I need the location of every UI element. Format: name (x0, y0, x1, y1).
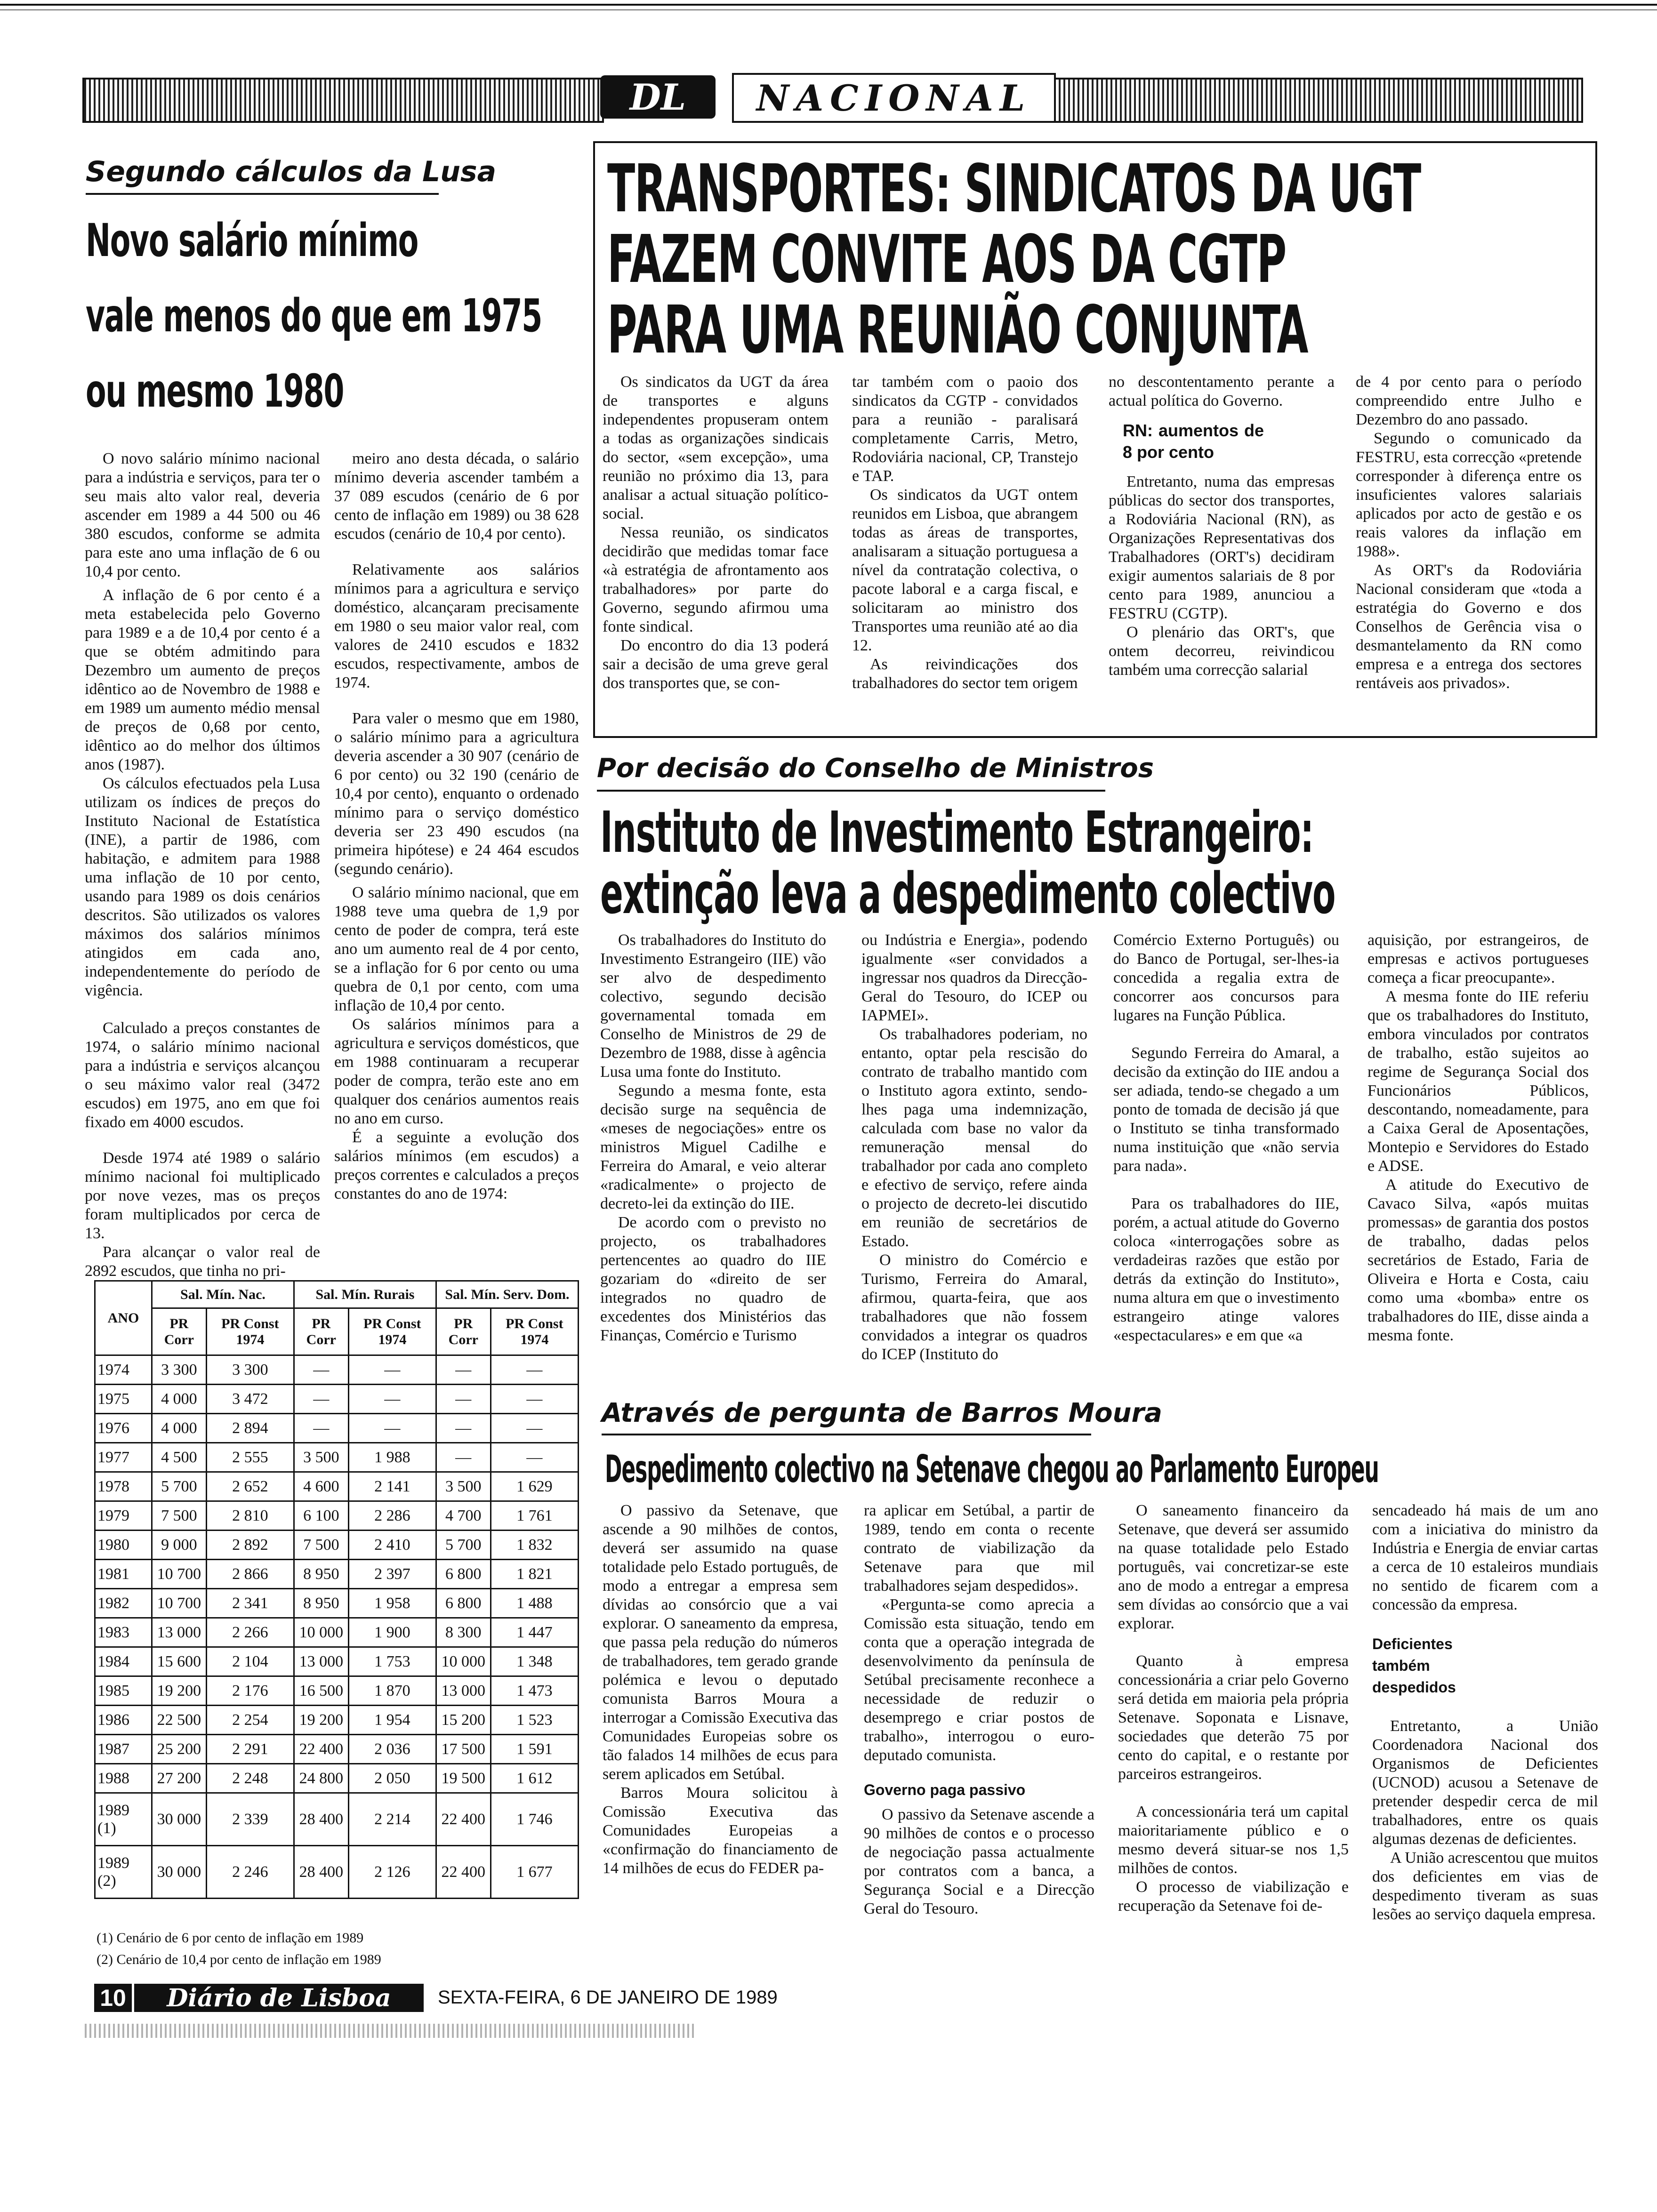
table-cell: 4 700 (436, 1501, 491, 1531)
table-cell: 2 291 (206, 1735, 294, 1764)
table-cell: 1 591 (491, 1735, 578, 1764)
table-cell: 19 200 (294, 1706, 348, 1735)
article2-col2: tar também com o paoio dos sindicatos da CGTP - convidados para a reunião - paralisará completamente Carris, Metro, Rodoviária nacional, CP, Transtejo e TAP. Os sindicatos da UGT ontem reunidos em Lisboa, que abrangem todas as áreas de transportes, analisaram a situação portuguesa a nível da contratação colectiva, o pacote laboral e a carga fiscal, e solicitaram ao ministro dos Transportes uma reunião até ao dia 12. As reivindicações dos trabalhadores do sector tem origem (852, 373, 1078, 692)
table-cell: 2 248 (206, 1764, 294, 1793)
table-cell: 4 500 (152, 1443, 206, 1472)
article2-headline: TRANSPORTES: SINDICATOS DA UGT FAZEM CONVITE AOS DA CGTP PARA UMA REUNIÃO CONJUNTA (607, 151, 1421, 369)
table-cell: 1 488 (491, 1589, 578, 1618)
table-cell-year: 1987 (95, 1735, 152, 1764)
table-cell: 4 600 (294, 1472, 348, 1501)
table-row (95, 1560, 579, 1589)
table-cell: 1 746 (491, 1793, 578, 1846)
table-header-year: ANO (95, 1281, 152, 1355)
article3-col3: Comércio Externo Português) ou do Banco de Portugal, ser-lhes-ia concedida a regalia extra de concorrer aos concursos para lugares na Função Pública. Segundo Ferreira do Amaral, a decisão da extinção do IIE andou a ser adiada, tendo-se chegado a um ponto de tomada de decisão já que o Instituto se tinha transformado numa instituição que «não servia para nada». Para os trabalhadores do IIE, porém, a actual atitude do Governo coloca «interrogações sobre as verdadeiras razões que estão por detrás da extinção do Instituto», numa altura em que o investimento estrangeiro atinge valores «espectaculares» e em que «a (1113, 931, 1339, 1344)
table-cell: 17 500 (436, 1735, 491, 1764)
table-cell: 1 753 (348, 1647, 436, 1676)
table-cell: 2 555 (206, 1443, 294, 1472)
table-cell-year: 1983 (95, 1618, 152, 1647)
section-logo: DL (600, 75, 716, 119)
table-cell: 1 821 (491, 1560, 578, 1589)
table-row (95, 1846, 579, 1899)
table-cell: 30 000 (152, 1793, 206, 1846)
table-cell: 28 400 (294, 1846, 348, 1899)
table-cell: 24 800 (294, 1764, 348, 1793)
table-cell: — (348, 1355, 436, 1385)
table-cell-year: 1989 (2) (95, 1846, 152, 1899)
table-cell: 8 950 (294, 1589, 348, 1618)
table-cell: — (491, 1443, 578, 1472)
table-cell: 2 286 (348, 1501, 436, 1531)
article3-col4: aquisição, por estrangeiros, de empresas e activos portugueses começa a ficar preocupante». A mesma fonte do IIE referiu que os trabalhadores do Instituto, embora vinculados por contratos de trabalho, estão sujeitos ao regime de Segurança Social dos Funcionários Públicos, descontando, nomeadamente, para a Caixa Geral de Aposentações, Montepio e Servidores do Estado e ADSE. A atitude do Executivo de Cavaco Silva, «após muitas promessas» de garantia dos postos de trabalho, dadas pelos secretários de Estado, Faria de Oliveira e Horta e Costa, caiu como uma «bomba» entre os trabalhadores do IIE, disse ainda a mesma fonte. (1367, 931, 1589, 1344)
table-cell: 1 832 (491, 1531, 578, 1560)
table-cell: 19 500 (436, 1764, 491, 1793)
table-cell-year: 1985 (95, 1676, 152, 1706)
table-row (95, 1618, 579, 1647)
article2-col3: no descontentamento perante a actual política do Governo. RN: aumentos de 8 por cento Entretanto, numa das empresas públicas do sector dos transportes, a Rodoviária Nacional (RN), as Organizações Representativas dos Trabalhadores (ORT's) decidiram exigir aumentos salariais de 8 por cento para 1989, anunciou a FESTRU (CGTP). O plenário das ORT's, que ontem decorreu, reivindicou também uma correcção salarial (1109, 373, 1335, 679)
table-header-group: Sal. Mín. Serv. Dom. (436, 1281, 578, 1308)
article4-col1: O passivo da Setenave, que ascende a 90 milhões de contos, deverá ser assumido na quase totalidade pelo Estado português, de modo a entregar a empresa sem dívidas ao consórcio que a vai explorar. O saneamento da empresa, que passa pela redução do números de trabalhadores, tem gerado grande polémica e levou o deputado comunista Barros Moura a interrogar a Comissão Executiva das Comunidades Europeias sobre os tão falados 14 milhões de ecus para serem aplicados em Setúbal. Barros Moura solicitou à Comissão Executiva das Comunidades Europeias a «confirmação do financiamento de 14 milhões de ecus do FEDER pa- (603, 1502, 838, 1877)
table-row (95, 1764, 579, 1793)
table-cell-year: 1988 (95, 1764, 152, 1793)
table-cell: 22 400 (436, 1793, 491, 1846)
article2-col1: Os sindicatos da UGT da área de transportes e alguns independentes propuseram ontem a todas as organizações sindicais do sector, «sem excepção», uma reunião no próximo dia 13, para analisar a actual situação político-social. Nessa reunião, os sindicatos decidirão que medidas tomar face «à estratégia de afrontamento aos trabalhadores» por parte do Governo, segundo afirmou uma fonte sindical. Do encontro do dia 13 poderá sair a decisão de uma greve geral dos transportes que, se con- (603, 373, 828, 692)
article2-subhead: RN: aumentos de 8 por cento (1123, 421, 1264, 462)
table-cell: 6 800 (436, 1589, 491, 1618)
article1-headline: Novo salário mínimo vale menos do que em 1975 ou mesmo 1980 (86, 214, 542, 417)
table-cell: 1 958 (348, 1589, 436, 1618)
table-cell: — (436, 1443, 491, 1472)
table-notes: (1) Cenário de 6 por cento de inflação em 1989 (2) Cenário de 10,4 por cento de inflação em 1989 (97, 1930, 381, 1967)
table-cell: 8 950 (294, 1560, 348, 1589)
article2-col4: de 4 por cento para o período compreendido entre Julho e Dezembro do ano passado. Segundo o comunicado da FESTRU, esta correcção «pretende corresponder à diferença entre os insuficientes valores salariais aplicados por acto de gestão e os reais valores da inflação em 1988». As ORT's da Rodoviária Nacional consideram que «toda a estratégia do Governo e dos Conselhos de Gerência visa o desmantelamento da RN como empresa e a entrega dos sectores rentáveis aos privados». (1356, 373, 1582, 692)
table-header-group: Sal. Mín. Nac. (152, 1281, 294, 1308)
table-cell: 2 894 (206, 1414, 294, 1443)
table-cell: 2 214 (348, 1793, 436, 1846)
article1-col2: meiro ano desta década, o salário mínimo deveria ascender também a 37 089 escudos (cenário de 6 por cento de inflação em 1989) ou 38 628 escudos (cenário de 10,4 por cento). Relativamente aos salários mínimos para a agricultura e serviço doméstico, alcançaram precisamente em 1980 o seu maior valor real, com valores de 2410 escudos e 1832 escudos, respectivamente, ambos de 1974. Para valer o mesmo que em 1980, o salário mínimo para a agricultura deveria ascender a 30 907 (cenário de 6 por cento) ou 32 190 (cenário de 10,4 por cento), enquanto o ordenado mínimo para o serviço doméstico deveria ser 23 490 escudos (na primeira hipótese) e 24 464 escudos (segundo cenário). O salário mínimo nacional, que em 1988 teve uma quebra de 1,9 por cento de poder de compra, terá este ano um aumento real de 4 por cento, se a inflação for 6 por cento ou uma quebra de 0,1 por cento, com uma inflação de 10,4 por cento. Os salários mínimos para a agricultura e serviços domésticos, que em 1988 continuaram a recuperar poder de compra, terão este ano em qualquer dos cenários aumentos reais no ano em curso. É a seguinte a evolução dos salários mínimos (em escudos) a preços correntes e calculados a preços constantes do ano de 1974: (334, 450, 579, 1202)
table-cell: 13 000 (152, 1618, 206, 1647)
table-cell: 22 400 (294, 1735, 348, 1764)
table-cell: 2 036 (348, 1735, 436, 1764)
table-cell-year: 1976 (95, 1414, 152, 1443)
table-cell: 2 104 (206, 1647, 294, 1676)
table-cell: 1 900 (348, 1618, 436, 1647)
table-cell: 10 000 (294, 1618, 348, 1647)
table-cell: 3 500 (294, 1443, 348, 1472)
table-cell: 9 000 (152, 1531, 206, 1560)
table-row (95, 1793, 579, 1846)
table-row (95, 1531, 579, 1560)
table-cell: — (294, 1355, 348, 1385)
table-cell: 3 300 (206, 1355, 294, 1385)
page-number: 10 (94, 1984, 132, 2012)
table-row (95, 1647, 579, 1676)
table-cell: 10 700 (152, 1560, 206, 1589)
table-cell: — (348, 1414, 436, 1443)
table-cell: — (491, 1355, 578, 1385)
table-cell: — (491, 1385, 578, 1414)
table-cell: 4 000 (152, 1414, 206, 1443)
table-cell: 1 870 (348, 1676, 436, 1706)
article4-col3: O saneamento financeiro da Setenave, que deverá ser assumido na quase totalidade pelo Estado português, vai concretizar-se este ano de modo a entregar a empresa sem dívidas ao consórcio que a vai explorar. Quanto à empresa concessionária a criar pelo Governo será detida em maioria pela própria Setenave. Soponata e Lisnave, sociedades que deterão 75 por cento do capital, e o restante por parceiros estrangeiros. A concessionária terá um capital maioritariamente público e o mesmo deverá situar-se nos 1,5 milhões de contos. O processo de viabilização e recuperação da Setenave foi de- (1118, 1502, 1349, 1915)
table-cell-year: 1979 (95, 1501, 152, 1531)
table-cell: 6 100 (294, 1501, 348, 1531)
table-cell: 7 500 (294, 1531, 348, 1560)
article3-col2: ou Indústria e Energia», podendo igualmente «ser convidados a ingressar nos quadros da Direcção-Geral do Tesouro, do ICEP ou IAPMEI». Os trabalhadores poderiam, no entanto, optar pela rescisão do contrato de trabalho mantido com o Instituto agora extinto, sendo-lhes paga uma indemnização, calculada com base no valor da remuneração mensal do trabalhador por cada ano completo e efectivo de serviço, refere ainda o projecto de decreto-lei discutido em reunião de secretários de Estado. O ministro do Comércio e Turismo, Ferreira do Amaral, afirmou, quarta-feira, que aos trabalhadores que não fossem convidados a integrar os quadros do ICEP (Instituto do (861, 931, 1087, 1363)
table-cell: 8 300 (436, 1618, 491, 1647)
article4-kicker: Através de pergunta de Barros Moura (602, 1398, 1162, 1428)
article4-headline: Despedimento colectivo na Setenave chegou ao Parlamento Europeu (605, 1447, 1379, 1491)
table-row (95, 1501, 579, 1531)
table-cell: 1 954 (348, 1706, 436, 1735)
table-cell-year: 1978 (95, 1472, 152, 1501)
table-row (95, 1676, 579, 1706)
table-cell: 15 600 (152, 1647, 206, 1676)
table-cell: 2 266 (206, 1618, 294, 1647)
table-cell: 2 339 (206, 1793, 294, 1846)
table-cell-year: 1989 (1) (95, 1793, 152, 1846)
table-cell: 7 500 (152, 1501, 206, 1531)
table-cell: 6 800 (436, 1560, 491, 1589)
article4-col4: sencadeado há mais de um ano com a iniciativa do ministro da Indústria e Energia de enviar cartas a cerca de 10 estaleiros mundiais no sentido de ficarem com a concessão da empresa. Deficientes também despedidos Entretanto, a União Coordenadora Nacional dos Organismos de Deficientes (UCNOD) acusou a Setenave de pretender despedir cerca de mil trabalhadores, entre os quais algumas dezenas de deficientes. A União acrescentou que muitos dos deficientes em vias de despedimento tiveram as suas lesões ao serviço daquela empresa. (1372, 1502, 1598, 1923)
table-cell-year: 1975 (95, 1385, 152, 1414)
table-cell: 3 472 (206, 1385, 294, 1414)
table-cell: 13 000 (294, 1647, 348, 1676)
issue-date: SEXTA-FEIRA, 6 DE JANEIRO DE 1989 (438, 1987, 778, 2008)
table-cell: — (436, 1355, 491, 1385)
table-cell: 2 254 (206, 1706, 294, 1735)
salary-table: ANO Sal. Mín. Nac. Sal. Mín. Rurais Sal. Mín. Serv. Dom. PR Corr PR Const 1974 PR Corr PR Const 1974 PR Corr PR Const 1974 1974 3 300 3 300 — — — — 1975 4 000 3 472 — — — — 1976 4 000 2 894 — — — — 1977 4 500 2 555 3 500 1 988 — — 1978 5 700 2 652 4 600 2 141 3 500 1 629 1979 7 500 2 810 6 100 2 286 4 700 1 761 1980 9 000 2 892 7 500 2 410 5 700 1 832 1981 10 700 2 866 8 950 2 397 6 800 1 821 1982 10 700 2 341 8 950 1 958 6 800 1 488 1983 13 000 2 266 10 000 1 900 8 300 1 447 1984 15 600 2 104 13 000 1 753 10 000 1 348 1985 19 200 2 176 16 500 1 870 13 000 1 473 1986 22 500 2 254 19 200 1 954 15 200 1 523 1987 25 200 2 291 22 400 2 036 17 500 1 591 1988 27 200 2 248 24 800 2 050 19 500 1 612 1989 (1) 30 000 2 339 28 400 2 214 22 400 1 746 1989 (2) 30 000 2 246 28 400 2 126 22 400 1 677 (94, 1280, 579, 1899)
table-cell-year: 1974 (95, 1355, 152, 1385)
table-cell: 1 761 (491, 1501, 578, 1531)
table-cell: 27 200 (152, 1764, 206, 1793)
table-cell: 2 892 (206, 1531, 294, 1560)
table-cell: 5 700 (152, 1472, 206, 1501)
table-cell: 1 629 (491, 1472, 578, 1501)
table-cell: 19 200 (152, 1676, 206, 1706)
table-cell: 1 348 (491, 1647, 578, 1676)
table-cell: — (294, 1385, 348, 1414)
table-cell: — (436, 1414, 491, 1443)
table-cell: 2 866 (206, 1560, 294, 1589)
scan-noise (85, 2024, 697, 2038)
article1-kicker: Segundo cálculos da Lusa (86, 155, 497, 188)
table-cell: 1 447 (491, 1618, 578, 1647)
table-cell: 10 000 (436, 1647, 491, 1676)
table-cell: 2 126 (348, 1846, 436, 1899)
article1-col1: O novo salário mínimo nacional para a indústria e serviços, para ter o seu mais alto valor real, deveria ascender em 1989 a 44 500 ou 46 380 escudos, conforme se admita para este ano uma inflação de 6 ou 10,4 por cento. A inflação de 6 por cento é a meta estabelecida pelo Governo para 1989 e a de 10,4 por cento é a que se obtém admitindo para Dezembro um aumento de preços idêntico ao de Novembro de 1988 e em 1989 um aumento médio mensal de preços de 0,68 por cento, idêntico ao do melhor dos últimos anos (1987). Os cálculos efectuados pela Lusa utilizam os índices de preços do Instituto Nacional de Estatística (INE), a partir de 1986, com habitação, e admitem para 1988 uma inflação de 10 por cento, usando para 1989 os dois cenários descritos. São utilizados os valores máximos dos salários mínimos atingidos em cada ano, independentemente do período de vigência. Calculado a preços constantes de 1974, o salário mínimo nacional para a indústria e serviços alcançou o seu máximo valor real (3472 escudos) em 1975, ano em que foi fixado em 4000 escudos. Desde 1974 até 1989 o salário mínimo nacional foi multiplicado por nove vezes, mas os preços foram multiplicados por cerca de 13. Para alcançar o valor real de 2892 escudos, que tinha no pri- (85, 450, 320, 1280)
table-cell: 2 050 (348, 1764, 436, 1793)
table-cell: — (294, 1414, 348, 1443)
section-title: NACIONAL (732, 73, 1056, 123)
table-cell-year: 1981 (95, 1560, 152, 1589)
table-cell: 2 397 (348, 1560, 436, 1589)
table-cell: 4 000 (152, 1385, 206, 1414)
table-cell: 16 500 (294, 1676, 348, 1706)
table-cell-year: 1986 (95, 1706, 152, 1735)
table-cell-year: 1977 (95, 1443, 152, 1472)
article4-subhead-passivo: Governo paga passivo (864, 1781, 1026, 1798)
table-cell: 30 000 (152, 1846, 206, 1899)
table-cell: 13 000 (436, 1676, 491, 1706)
table-cell: 1 988 (348, 1443, 436, 1472)
table-cell-year: 1980 (95, 1531, 152, 1560)
table-cell: 2 810 (206, 1501, 294, 1531)
table-cell: 2 246 (206, 1846, 294, 1899)
table-row (95, 1472, 579, 1501)
table-cell: 1 523 (491, 1706, 578, 1735)
table-cell: 1 677 (491, 1846, 578, 1899)
table-cell: 5 700 (436, 1531, 491, 1560)
article4-subhead-deficientes: Deficientes também despedidos (1372, 1635, 1456, 1696)
article3-col1: Os trabalhadores do Instituto do Investimento Estrangeiro (IIE) vão ser alvo de despedimento colectivo, segundo decisão governamental tomada em Conselho de Ministros de 29 de Dezembro de 1988, disse à agência Lusa uma fonte do Instituto. Segundo a mesma fonte, esta decisão surge na sequência de «meses de negociações» entre os ministros Miguel Cadilhe e Ferreira do Amaral, e veio alterar «radicalmente» o projecto de decreto-lei da extinção do IIE. De acordo com o previsto no projecto, os trabalhadores pertencentes ao quadro do IIE gozariam do «direito de ser integrados no quadro de excedentes dos Ministérios das Finanças, Comércio e Turismo (600, 931, 826, 1344)
table-cell: — (348, 1385, 436, 1414)
table-cell: 1 473 (491, 1676, 578, 1706)
table-header-group: Sal. Mín. Rurais (294, 1281, 436, 1308)
article3-headline: Instituto de Investimento Estrangeiro: extinção leva a despedimento colectivo (600, 800, 1335, 927)
table-cell: 15 200 (436, 1706, 491, 1735)
table-cell: — (436, 1385, 491, 1414)
table-cell-year: 1982 (95, 1589, 152, 1618)
table-row (95, 1706, 579, 1735)
table-row (95, 1589, 579, 1618)
table-row (95, 1355, 579, 1385)
table-row (95, 1735, 579, 1764)
table-cell: 2 141 (348, 1472, 436, 1501)
table-cell: 1 612 (491, 1764, 578, 1793)
table-cell: 28 400 (294, 1793, 348, 1846)
table-row (95, 1414, 579, 1443)
table-cell: 2 410 (348, 1531, 436, 1560)
table-cell: 2 652 (206, 1472, 294, 1501)
table-cell: — (491, 1414, 578, 1443)
table-cell-year: 1984 (95, 1647, 152, 1676)
article3-kicker: Por decisão do Conselho de Ministros (597, 753, 1154, 784)
table-cell: 2 176 (206, 1676, 294, 1706)
table-cell: 10 700 (152, 1589, 206, 1618)
table-cell: 2 341 (206, 1589, 294, 1618)
table-cell: 3 500 (436, 1472, 491, 1501)
table-row (95, 1443, 579, 1472)
table-cell: 22 400 (436, 1846, 491, 1899)
table-cell: 3 300 (152, 1355, 206, 1385)
table-row (95, 1385, 579, 1414)
article4-col2: ra aplicar em Setúbal, a partir de 1989, tendo em conta o recente contrato de viabilização da Setenave para que mil trabalhadores sejam despedidos». «Pergunta-se como aprecia a Comissão esta situação, tendo em conta que a operação integrada de desenvolvimento da península de Setúbal precisamente reconhece a necessidade de reduzir o desemprego e criar postos de trabalho», interrogou o euro-deputado comunista. Governo paga passivo O passivo da Setenave ascende a 90 milhões de contos e o processo de negociação passa actualmente por contratos com a banca, a Segurança Social e a Direcção Geral do Tesouro. (864, 1502, 1094, 1917)
table-cell: 22 500 (152, 1706, 206, 1735)
table-cell: 25 200 (152, 1735, 206, 1764)
newspaper-name: Diário de Lisboa (134, 1984, 424, 2012)
